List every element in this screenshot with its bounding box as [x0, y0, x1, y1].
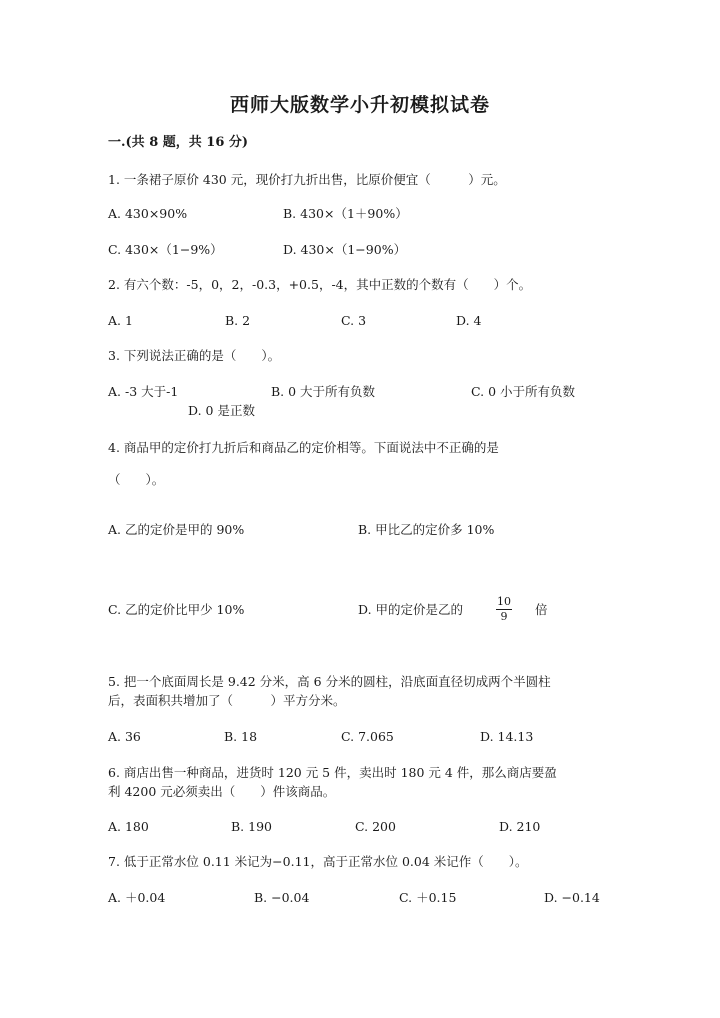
question-1-option-b: B. 430×（1＋90%）: [283, 206, 408, 221]
question-3-stem: 3. 下列说法正确的是（ ）。: [108, 348, 281, 363]
question-6-stem-line2: 利 4200 元必须卖出（ ）件该商品。: [108, 784, 336, 799]
question-2-option-a: A. 1: [108, 313, 133, 328]
question-6-option-a: A. 180: [108, 819, 149, 834]
question-6-option-d: D. 210: [499, 819, 541, 834]
question-7-option-b: B. −0.04: [254, 890, 310, 905]
question-4-stem-line2: （ ）。: [108, 472, 165, 487]
question-2-option-c: C. 3: [341, 313, 367, 328]
question-4-option-c: C. 乙的定价比甲少 10%: [108, 602, 245, 617]
question-4-option-b: B. 甲比乙的定价多 10%: [358, 522, 495, 537]
question-4-fraction: [496, 596, 512, 623]
question-5-stem-line1: 5. 把一个底面周长是 9.42 分米，高 6 分米的圆柱，沿底面直径切成两个半圆柱: [108, 674, 551, 689]
question-6-option-b: B. 190: [231, 819, 272, 834]
question-2-option-b: B. 2: [225, 313, 251, 328]
question-6-option-c: C. 200: [355, 819, 396, 834]
section-header: 一.(共 8 题，共 16 分): [108, 135, 249, 150]
question-5-option-b: B. 18: [224, 729, 258, 744]
question-7-option-c: C. ＋0.15: [399, 890, 457, 905]
question-2-stem: 2. 有六个数：-5，0，2，-0.3，+0.5，-4，其中正数的个数有（ ）个。: [108, 277, 532, 292]
question-5-option-c: C. 7.065: [341, 729, 394, 744]
question-1-stem: 1. 一条裙子原价 430 元，现价打九折出售，比原价便宜（ ）元。: [108, 172, 506, 187]
question-2-option-d: D. 4: [456, 313, 482, 328]
question-4-stem-line1: 4. 商品甲的定价打九折后和商品乙的定价相等。下面说法中不正确的是: [108, 440, 499, 455]
fraction-denominator: 9: [500, 610, 508, 623]
question-3-option-c: C. 0 小于所有负数: [471, 384, 575, 399]
question-1-option-d: D. 430×（1−90%）: [283, 242, 407, 257]
question-7-option-a: A. ＋0.04: [108, 890, 166, 905]
question-7-stem: 7. 低于正常水位 0.11 米记为−0.11，高于正常水位 0.04 米记作（ ）。: [108, 854, 528, 869]
question-1-option-c: C. 430×（1−9%）: [108, 242, 223, 257]
question-3-option-a: A. -3 大于-1: [108, 384, 179, 399]
question-7-option-d: D. −0.14: [544, 890, 600, 905]
question-5-stem-line2: 后，表面积共增加了（ ）平方分米。: [108, 693, 346, 708]
question-6-stem-line1: 6. 商店出售一种商品，进货时 120 元 5 件，卖出时 180 元 4 件，那么商店要盈: [108, 765, 557, 780]
question-1-option-a: A. 430×90%: [108, 206, 188, 221]
question-5-option-a: A. 36: [108, 729, 141, 744]
question-4-option-a: A. 乙的定价是甲的 90%: [108, 522, 245, 537]
question-3-option-b: B. 0 大于所有负数: [271, 384, 376, 399]
page-title: 西师大版数学小升初模拟试卷: [229, 94, 490, 116]
fraction-numerator: 10: [497, 595, 511, 608]
question-4-option-d-suffix: 倍: [535, 602, 548, 617]
question-3-option-d: D. 0 是正数: [188, 403, 255, 418]
question-5-option-d: D. 14.13: [480, 729, 534, 744]
question-4-option-d-prefix: D. 甲的定价是乙的: [358, 602, 464, 617]
